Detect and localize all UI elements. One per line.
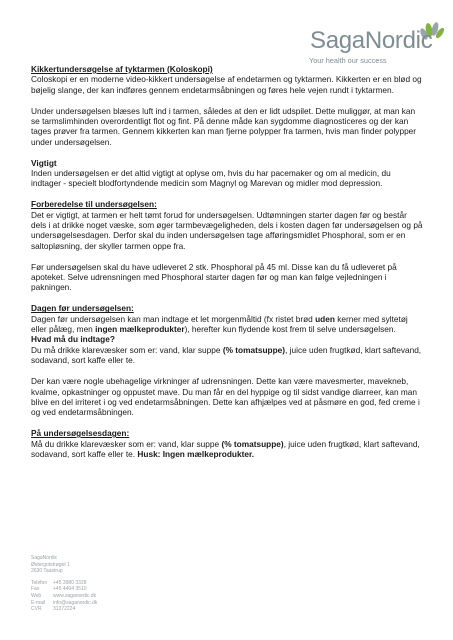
question-heading: Hvad må du indtage? bbox=[31, 334, 115, 345]
email-link[interactable]: info@saganordic.dk bbox=[53, 599, 98, 606]
footer-contact bbox=[31, 555, 97, 613]
document-body bbox=[31, 64, 423, 470]
paragraph: Du må drikke klarevæsker som er: vand, klar suppe (% tomatsuppe), juice uden frugtkød, klart saftevand, sodavand, sort kaffe eller te. bbox=[31, 344, 422, 366]
footer-company: SagaNordic bbox=[31, 555, 58, 561]
footer-row: Telefon +45 3980 3328 bbox=[31, 579, 87, 586]
paragraph: Under undersøgelsen blæses luft ind i tarmen, således at den er lidt udspilet. Dette muliggør, at man kan se tarmslimhinden overordentligt flot og fint. På denne måde kan sygdomme diagnosticeres og der kan tages prøver fra tarmen. Gennem kikkerten kan man fjerne polypper fra tarmen, hvis man finder polypper under undersøgelsen. bbox=[31, 105, 417, 147]
paragraph: Dagen før undersøgelsen kan man indtage et let morgenmåltid (fx ristet brød uden kerner med syltetøj eller pålæg, men ingen mælkeprodukter), herefter kun flydende kost frem til selve undersøgelsen. bbox=[31, 313, 408, 335]
saganordic-logo bbox=[307, 19, 447, 67]
logo-name: SagaNordic bbox=[310, 27, 433, 54]
paragraph: Det er vigtigt, at tarmen er helt tømt forud for undersøgelsen. Udtømningen starter dagen før og består dels i at drikke noget væske, som øger tarmbevægeligheden, dels i kosten dagen før undersøgelsen og på undersøgelsesdagen. Derfor skal du inden undersøgelsen tage afføringsmidlet Phosphoral, som er en saltopløsning, der skyller tarmen oppe fra. bbox=[31, 209, 423, 251]
section-title: Forberedelse til undersøgelsen: bbox=[31, 199, 157, 210]
section-title: Dagen før undersøgelsen: bbox=[31, 303, 134, 314]
logo-tagline: Your health our success bbox=[309, 56, 387, 65]
paragraph: Må du drikke klarevæsker som er: vand, klar suppe (% tomatsuppe), juice uden frugtkød, klart saftevand, sodavand, sort kaffe eller te. Husk: Ingen mælkeprodukter. bbox=[31, 438, 420, 459]
section-title: På undersøgelsesdagen: bbox=[31, 428, 130, 439]
paragraph: Coloskopi er en moderne video-kikkert undersøgelse af endetarmen og tyktarmen. Kikkerten er en blød og bøjelig slange, der kan indføres gennem endetarmsåbningen og føres hele vejen rundt i tyktarmen. bbox=[31, 74, 422, 95]
paragraph: Før undersøgelsen skal du have udleveret 2 stk. Phosphoral på 45 ml. Disse kan du få udleveret på apoteket. Selve udrensningen med Phosphoral starter dagen før og man kan følge vejledningen i pakningen. bbox=[31, 261, 397, 293]
section-title: Kikkertundersøgelse af tyktarmen (Koloskopi) bbox=[31, 64, 213, 74]
paragraph: Inden undersøgelsen er det altid vigtigt at oplyse om, hvis du har pacemaker og om al medicin, du indtager - specielt blodfortyndende medicin som Magnyl og Marevan og midler mod depression. bbox=[31, 168, 391, 189]
section-title: Vigtigt bbox=[31, 157, 57, 168]
footer-row: CVR 31372224 bbox=[31, 606, 76, 613]
footer-row: Fax +45 4494 3510 bbox=[31, 586, 87, 593]
footer-row: Web www.saganordic.dk bbox=[31, 592, 97, 599]
website-link[interactable]: www.saganordic.dk bbox=[53, 592, 97, 599]
footer-city: 2630 Taastrup bbox=[31, 568, 63, 575]
footer-row: E-mail info@saganordic.dk bbox=[31, 599, 98, 606]
footer-street: Østergotstrøget 1 bbox=[31, 561, 70, 568]
paragraph: Der kan være nogle ubehagelige virkninger af udrensningen. Dette kan være mavesmerter, mavekneb, kvalme, opkastninger og oppustet mave. Du man får en del hyppige og til sidst vandige diarreer, kan man blive en del irriteret i og ved endetarmsåbningen. Dette kan afhjælpes ved at påsmøre en god, fed creme i og ved endetarmsåbningen. bbox=[31, 376, 420, 418]
